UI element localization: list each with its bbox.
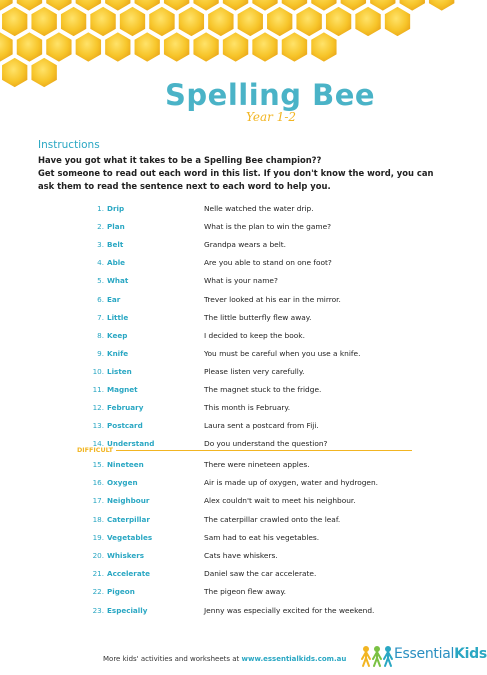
- spelling-word: What: [107, 276, 129, 286]
- word-number: 23.: [92, 605, 104, 615]
- example-sentence: The caterpillar crawled onto the leaf.: [204, 514, 341, 524]
- logo-text-kids: Kids: [454, 646, 487, 662]
- spelling-word: Neighbour: [107, 496, 150, 506]
- spelling-word: Postcard: [107, 421, 143, 431]
- word-row: [0, 311, 474, 324]
- example-sentence: Jenny was especially excited for the weekend.: [204, 605, 375, 615]
- word-number: 22.: [92, 587, 104, 597]
- logo-text-essential: Essential: [394, 646, 455, 662]
- example-sentence: Daniel saw the car accelerate.: [204, 569, 317, 579]
- essential-kids-logo-icon: [360, 645, 394, 667]
- word-number: 12.: [92, 403, 104, 413]
- instructions-question: Have you got what it takes to be a Spelling Bee champion??: [38, 155, 322, 165]
- example-sentence: I decided to keep the book.: [204, 330, 305, 340]
- word-number: 1.: [97, 204, 104, 213]
- example-sentence: Cats have whiskers.: [204, 551, 278, 560]
- word-number: 21.: [92, 569, 104, 579]
- example-sentence: There were nineteen apples.: [204, 460, 310, 469]
- word-row: [0, 401, 474, 414]
- spelling-word: Ear: [107, 294, 121, 304]
- difficult-label: DIFFICULT: [77, 446, 114, 454]
- word-row: [0, 238, 474, 251]
- example-sentence: The pigeon flew away.: [204, 587, 286, 597]
- example-sentence: Please listen very carefully.: [204, 366, 305, 376]
- spelling-word: February: [107, 403, 144, 413]
- word-number: 15.: [92, 460, 104, 469]
- word-row: [0, 202, 474, 215]
- word-number: 13.: [92, 421, 104, 431]
- example-sentence: Air is made up of oxygen, water and hydrogen.: [204, 478, 379, 488]
- example-sentence: Trever looked at his ear in the mirror.: [204, 294, 341, 304]
- word-number: 11.: [92, 385, 104, 394]
- word-row: [0, 347, 474, 360]
- page-title: Spelling Bee: [165, 78, 376, 112]
- word-row: [0, 383, 474, 396]
- word-row: [0, 274, 474, 287]
- word-row: [0, 220, 474, 233]
- word-number: 5.: [97, 276, 104, 286]
- word-row: [0, 549, 474, 562]
- spelling-word: Vegetables: [107, 532, 153, 542]
- example-sentence: What is your name?: [204, 276, 278, 286]
- word-row: [0, 458, 474, 471]
- spelling-word: Nineteen: [107, 460, 144, 469]
- spelling-word: Drip: [107, 204, 125, 213]
- spelling-word: Pigeon: [107, 587, 135, 597]
- word-row: [0, 256, 474, 269]
- example-sentence: Laura sent a postcard from Fiji.: [204, 421, 319, 431]
- page-subtitle: Year 1-2: [246, 110, 297, 124]
- word-number: 2.: [97, 222, 104, 232]
- word-number: 9.: [97, 348, 104, 358]
- word-number: 6.: [97, 294, 104, 304]
- example-sentence: The magnet stuck to the fridge.: [204, 385, 322, 394]
- spelling-word: Belt: [107, 240, 124, 250]
- word-number: 8.: [97, 330, 104, 340]
- word-row: [0, 604, 474, 617]
- spelling-word: Knife: [107, 348, 129, 358]
- example-sentence: What is the plan to win the game?: [204, 222, 332, 232]
- word-number: 16.: [92, 478, 104, 488]
- word-row: [0, 329, 474, 342]
- word-row: [0, 365, 474, 378]
- spelling-word: Whiskers: [107, 551, 145, 560]
- word-row: [0, 494, 474, 507]
- example-sentence: Alex couldn't wait to meet his neighbour.: [204, 496, 356, 506]
- word-number: 17.: [92, 496, 104, 506]
- word-number: 19.: [92, 532, 104, 542]
- instructions-heading: Instructions: [38, 139, 100, 151]
- word-row: [0, 419, 474, 432]
- spelling-word: Able: [107, 258, 126, 268]
- word-number: 4.: [97, 258, 104, 268]
- spelling-word: Little: [107, 312, 129, 322]
- spelling-word: Understand: [107, 439, 155, 449]
- example-sentence: Are you able to stand on one foot?: [204, 258, 332, 268]
- example-sentence: Nelle watched the water drip.: [204, 204, 314, 213]
- word-number: 3.: [97, 240, 104, 250]
- instructions-body: Get someone to read out each word in this list. If you don't know the word, you can ask them to read the sentence next to each word to help you.: [38, 168, 434, 191]
- example-sentence: This month is February.: [204, 403, 291, 413]
- word-row: [0, 437, 474, 450]
- spelling-word: Oxygen: [107, 478, 138, 488]
- spelling-word: Keep: [107, 330, 128, 340]
- word-number: 14.: [92, 439, 104, 449]
- essential-kids-logo: [394, 646, 487, 662]
- spelling-word: Magnet: [107, 385, 138, 394]
- example-sentence: You must be careful when you use a knife.: [204, 348, 361, 358]
- word-number: 20.: [92, 551, 104, 560]
- example-sentence: The little butterfly flew away.: [204, 312, 312, 322]
- example-sentence: Sam had to eat his vegetables.: [204, 532, 320, 542]
- spelling-word: Plan: [107, 222, 125, 232]
- word-row: [0, 476, 474, 489]
- spelling-word: Caterpillar: [107, 514, 150, 524]
- spelling-word: Listen: [107, 366, 132, 376]
- example-sentence: Grandpa wears a belt.: [204, 240, 287, 250]
- word-number: 10.: [92, 366, 104, 376]
- footer-link[interactable]: www.essentialkids.com.au: [241, 655, 347, 663]
- word-row: [0, 585, 474, 598]
- word-row: [0, 531, 474, 544]
- word-row: [0, 567, 474, 580]
- footer: [103, 655, 346, 663]
- spelling-word: Accelerate: [107, 569, 151, 579]
- spelling-word: Especially: [107, 605, 148, 615]
- difficult-divider: [116, 450, 412, 451]
- word-row: [0, 513, 474, 526]
- example-sentence: Do you understand the question?: [204, 439, 328, 449]
- word-number: 18.: [92, 514, 104, 524]
- footer-text: More kids' activities and worksheets at: [103, 655, 240, 663]
- word-number: 7.: [97, 312, 104, 322]
- word-row: [0, 293, 474, 306]
